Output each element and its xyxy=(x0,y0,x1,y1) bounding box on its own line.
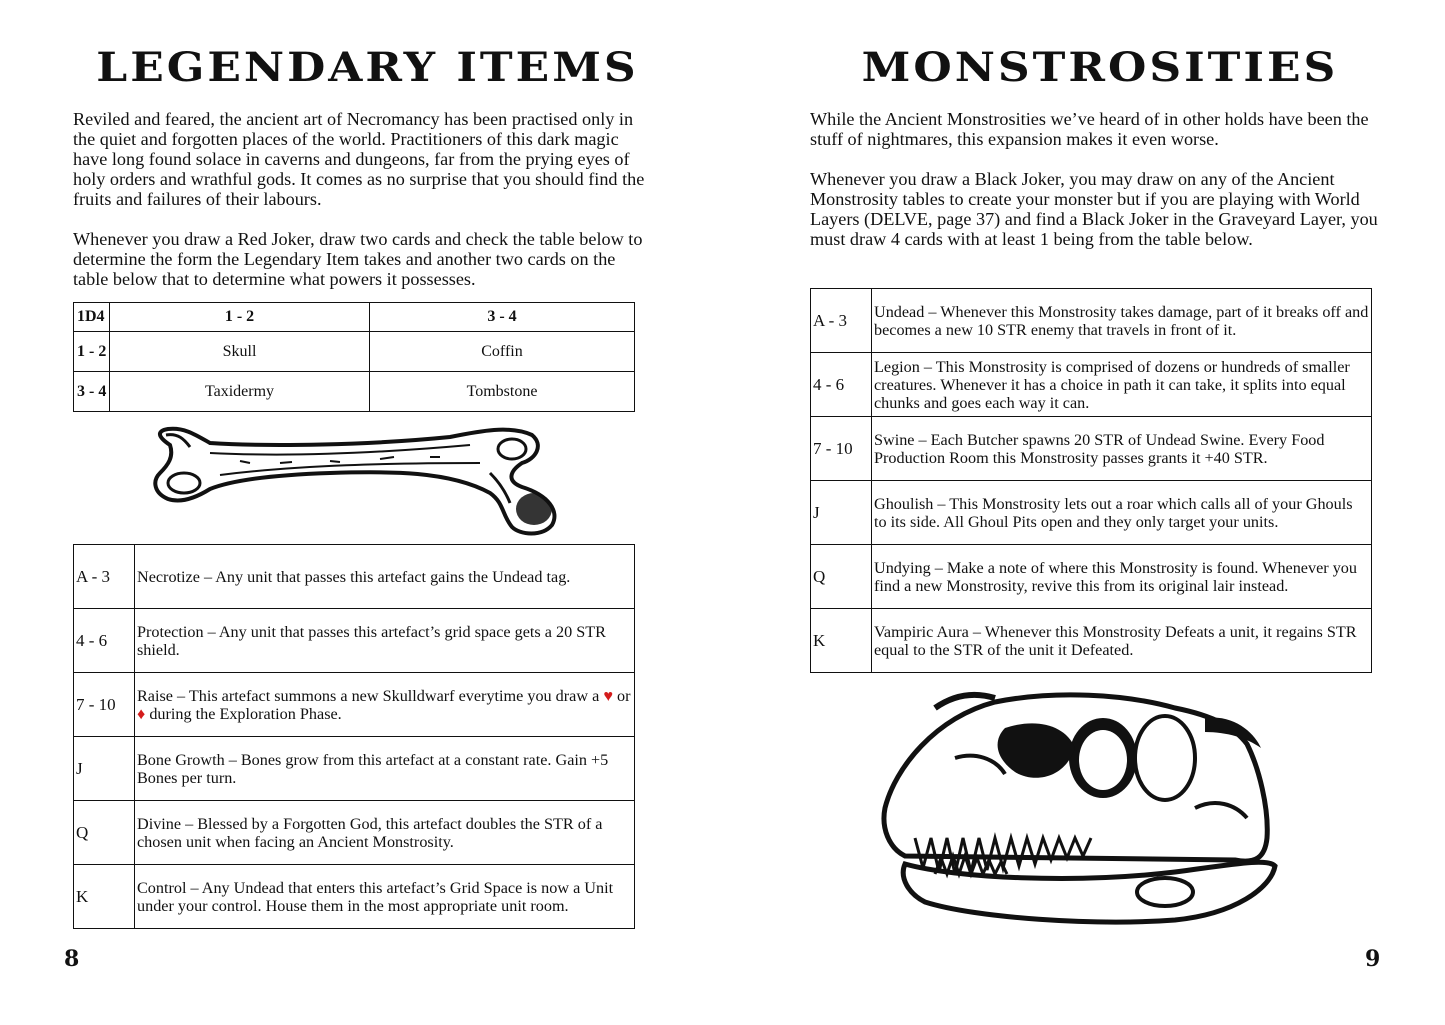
table-row xyxy=(811,289,1372,353)
right-page xyxy=(725,0,1445,1025)
card-range: Q xyxy=(811,545,872,609)
power-text-joiner: or xyxy=(612,686,631,705)
femur-bone-illustration xyxy=(150,423,562,538)
table-row xyxy=(74,372,635,412)
table-row xyxy=(811,545,1372,609)
table-header: 1 - 2 xyxy=(110,303,370,332)
power-description: Divine – Blessed by a Forgotten God, this artefact doubles the STR of a chosen unit when facing an Ancient Monstrosity. xyxy=(135,801,635,865)
table-header: 3 - 4 xyxy=(370,303,635,332)
card-range: 7 - 10 xyxy=(74,673,135,737)
table-row xyxy=(811,481,1372,545)
legendary-form-table xyxy=(73,302,635,412)
power-description: Legion – This Monstrosity is comprised of dozens or hundreds of smaller creatures. Whenever it has a choice in path it can take, it splits into equal chunks and goes each way it can. xyxy=(872,353,1372,417)
card-range: K xyxy=(811,609,872,673)
table-cell: Skull xyxy=(110,332,370,372)
card-range: K xyxy=(74,865,135,929)
card-range: 4 - 6 xyxy=(811,353,872,417)
power-description: Necrotize – Any unit that passes this artefact gains the Undead tag. xyxy=(135,545,635,609)
card-range: A - 3 xyxy=(811,289,872,353)
power-description: Protection – Any unit that passes this artefact’s grid space gets a 20 STR shield. xyxy=(135,609,635,673)
page-title: LEGENDARY ITEMS xyxy=(96,44,639,91)
card-range: Q xyxy=(74,801,135,865)
diamond-suit-icon: ♦ xyxy=(137,704,146,723)
table-row xyxy=(74,545,635,609)
power-description: Vampiric Aura – Whenever this Monstrosity Defeats a unit, it regains STR equal to the STR of the unit it Defeated. xyxy=(872,609,1372,673)
row-header: 1 - 2 xyxy=(74,332,110,372)
table-cell: Taxidermy xyxy=(110,372,370,412)
row-header: 3 - 4 xyxy=(74,372,110,412)
intro-paragraph: Whenever you draw a Red Joker, draw two cards and check the table below to determine the form the Legendary Item takes and another two cards on the table below that to determine what powers it possesses. xyxy=(73,229,643,289)
power-description: Bone Growth – Bones grow from this artefact at a constant rate. Gain +5 Bones per turn. xyxy=(135,737,635,801)
power-description: Undying – Make a note of where this Monstrosity is found. Whenever you find a new Monstrosity, revive this from its original lair instead. xyxy=(872,545,1372,609)
table-cell: Coffin xyxy=(370,332,635,372)
page-number: 8 xyxy=(64,946,80,972)
table-row xyxy=(74,737,635,801)
table-row xyxy=(811,417,1372,481)
table-cell: Tombstone xyxy=(370,372,635,412)
card-range: J xyxy=(74,737,135,801)
table-row xyxy=(811,353,1372,417)
page-number: 9 xyxy=(1365,946,1381,972)
power-description xyxy=(135,673,635,737)
card-range: A - 3 xyxy=(74,545,135,609)
intro-paragraph: While the Ancient Monstrosities we’ve heard of in other holds have been the stuff of nightmares, this expansion makes it even worse. xyxy=(810,109,1369,149)
page-title: MONSTROSITIES xyxy=(861,44,1339,91)
power-description: Control – Any Undead that enters this artefact’s Grid Space is now a Unit under your control. House them in the most appropriate unit room. xyxy=(135,865,635,929)
card-range: 7 - 10 xyxy=(811,417,872,481)
intro-paragraph: Whenever you draw a Black Joker, you may draw on any of the Ancient Monstrosity tables to create your monster but if you are playing with World Layers (DELVE, page 37) and find a Black Joker in the Graveyard Layer, you must draw 4 cards with at least 1 being from the table below. xyxy=(810,169,1378,249)
table-row xyxy=(74,673,635,737)
table-row xyxy=(74,332,635,372)
table-row xyxy=(74,865,635,929)
table-row xyxy=(74,801,635,865)
dinosaur-skull-illustration xyxy=(875,688,1295,928)
card-range: 4 - 6 xyxy=(74,609,135,673)
legendary-powers-table xyxy=(73,544,635,929)
power-description: Undead – Whenever this Monstrosity takes damage, part of it breaks off and becomes a new 10 STR enemy that travels in front of it. xyxy=(872,289,1372,353)
table-header: 1D4 xyxy=(74,303,110,332)
intro-paragraph: Reviled and feared, the ancient art of Necromancy has been practised only in the quiet and forgotten places of the world. Practitioners of this dark magic have long found solace in caverns and dungeons, far from the prying eyes of holy orders and wrathful gods. It comes as no surprise that you should find the fruits and failures of their labours. xyxy=(73,109,645,209)
table-row xyxy=(74,609,635,673)
power-description: Ghoulish – This Monstrosity lets out a roar which calls all of your Ghouls to its side. All Ghoul Pits open and they only target your units. xyxy=(872,481,1372,545)
power-text-tail: during the Exploration Phase. xyxy=(145,704,342,723)
power-text: Raise – This artefact summons a new Skulldwarf everytime you draw a xyxy=(137,686,600,705)
card-range: J xyxy=(811,481,872,545)
power-description: Swine – Each Butcher spawns 20 STR of Undead Swine. Every Food Production Room this Monstrosity passes grants it +40 STR. xyxy=(872,417,1372,481)
heart-suit-icon: ♥ xyxy=(603,686,613,705)
left-page xyxy=(0,0,720,1025)
monstrosity-powers-table xyxy=(810,288,1372,673)
table-row xyxy=(811,609,1372,673)
